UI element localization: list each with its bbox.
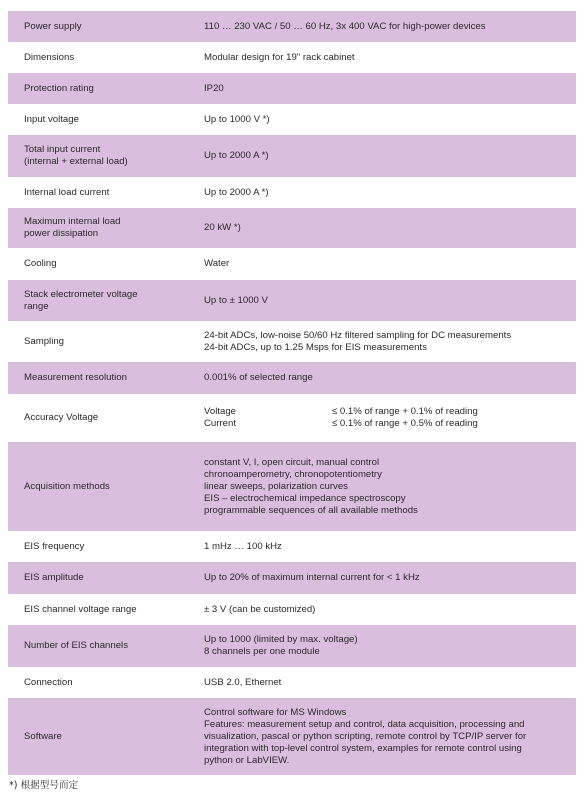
table-row [8, 362, 576, 394]
table-row [8, 698, 576, 775]
row-value: 20 kW *) [204, 208, 576, 248]
row-value: constant V, I, open circuit, manual control chronoamperometry, chronopotentiometry linear sweeps, polarization curves EIS – electrochemical impedance spectroscopy programmable sequences of all available methods [204, 442, 576, 531]
table-row [8, 562, 576, 594]
table-row [8, 11, 576, 42]
row-label: EIS channel voltage range [24, 603, 137, 615]
table-row [8, 394, 576, 442]
accuracy-name: Voltage [204, 406, 237, 417]
row-label: EIS frequency [24, 540, 85, 552]
footnote: *) 根据型号而定 [9, 780, 79, 791]
accuracy-name: Current [204, 418, 236, 429]
accuracy-value: ≤ 0.1% of range + 0.1% of reading [332, 406, 478, 417]
table-row [8, 594, 576, 625]
table-row [8, 280, 576, 321]
row-value: Control software for MS Windows Features: measurement setup and control, data acquisition, processing and visualization, pascal or python scripting, remote control by TCP/IP server for integration with top-level control system, examples for remote control using python or LabVIEW. [204, 698, 576, 775]
row-value: 110 … 230 VAC / 50 … 60 Hz, 3x 400 VAC for high-power devices [204, 11, 576, 42]
row-label: Power supply [8, 11, 204, 42]
row-value: ± 3 V (can be customized) [204, 603, 316, 615]
row-value: Up to 2000 A *) [204, 135, 576, 177]
row-label: Internal load current [24, 186, 110, 198]
row-value: Up to 1000 (limited by max. voltage) 8 channels per one module [204, 625, 576, 667]
table-row [8, 177, 576, 208]
row-value: Modular design for 19" rack cabinet [204, 51, 355, 63]
row-label: Input voltage [24, 113, 79, 125]
row-label: Number of EIS channels [8, 625, 204, 667]
row-label: Total input current (internal + external load) [8, 135, 204, 177]
row-value: IP20 [204, 73, 576, 104]
table-row [8, 135, 576, 177]
row-value [204, 394, 576, 442]
row-value: 24-bit ADCs, low-noise 50/60 Hz filtered sampling for DC measurements 24-bit ADCs, up to 1.25 Msps for EIS measurements [204, 329, 512, 353]
row-value: Up to 2000 A *) [204, 186, 269, 198]
table-row [8, 321, 576, 362]
row-value: Up to ± 1000 V [204, 280, 576, 321]
table-row [8, 104, 576, 135]
row-label: Software [8, 698, 204, 775]
table-row [8, 42, 576, 73]
row-label: Accuracy Voltage [24, 412, 99, 423]
row-value: 0.001% of selected range [204, 362, 576, 394]
table-row [8, 667, 576, 698]
row-label: Protection rating [8, 73, 204, 104]
row-value: Water [204, 258, 230, 269]
row-label: EIS amplitude [8, 562, 204, 594]
accuracy-value: ≤ 0.1% of range + 0.5% of reading [332, 418, 478, 429]
row-value: USB 2.0, Ethernet [204, 676, 282, 688]
accuracy-pairs [204, 406, 568, 430]
table-row [8, 625, 576, 667]
table-row [8, 531, 576, 562]
row-label: Sampling [24, 335, 64, 347]
row-label: Maximum internal load power dissipation [8, 208, 204, 248]
row-label: Measurement resolution [8, 362, 204, 394]
row-label: Acquisition methods [8, 442, 204, 531]
row-label: Stack electrometer voltage range [8, 280, 204, 321]
specifications-table [8, 11, 576, 775]
row-value: Up to 20% of maximum internal current for < 1 kHz [204, 562, 576, 594]
table-row [8, 248, 576, 280]
row-label: Dimensions [24, 51, 75, 63]
table-row [8, 208, 576, 248]
row-value: Up to 1000 V *) [204, 113, 270, 125]
table-row [8, 442, 576, 531]
table-row [8, 73, 576, 104]
row-label: Connection [24, 676, 73, 688]
row-value: 1 mHz … 100 kHz [204, 540, 282, 552]
accuracy-line [204, 418, 568, 430]
accuracy-line [204, 406, 568, 418]
row-label: Cooling [24, 258, 57, 269]
